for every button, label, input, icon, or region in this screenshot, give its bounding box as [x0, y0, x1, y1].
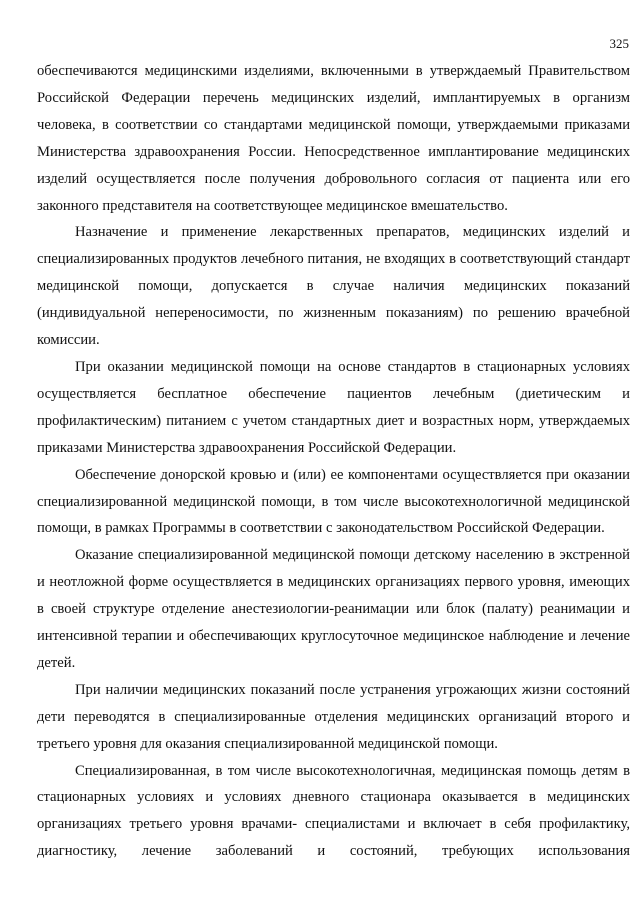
- paragraph-pediatric-transfer: При наличии медицинских показаний после устранения угрожающих жизни состояний дети переводятся в специализированные отделения медицинских организаций второго и третьего уровня для оказания специализированной медицинской помощи.: [37, 681, 630, 752]
- paragraph-inpatient-nutrition: При оказании медицинской помощи на основе стандартов в стационарных условиях осуществляется бесплатное обеспечение пациентов лечебным (диетическим и профилактическим) питанием с учетом стандартных диет и возрастных норм, утверждаемых приказами Министерства здравоохранения Российской Федерации.: [37, 358, 630, 456]
- page-number: 325: [609, 36, 629, 51]
- document-body: [37, 58, 630, 865]
- paragraph-pediatric-specialized-care: Специализированная, в том числе высокотехнологичная, медицинская помощь детям в стационарных условиях и условиях дневного стационара оказывается в медицинских организациях третьего уровня врачами- специалистами и включает в себя профилактику, диагностику, лечение заболеваний и состояний, требующих использования: [37, 762, 630, 860]
- paragraph-non-standard-drugs: Назначение и применение лекарственных препаратов, медицинских изделий и специализированных продуктов лечебного питания, не входящих в соответствующий стандарт медицинской помощи, допускается в случае наличия медицинских показаний (индивидуальной непереносимости, по жизненным показаниям) по решению врачебной комиссии.: [37, 224, 630, 349]
- paragraph-implant-devices: обеспечиваются медицинскими изделиями, включенными в утверждаемый Правительством Российской Федерации перечень медицинских изделий, имплантируемых в организм человека, в соответствии со стандартами медицинской помощи, утверждаемыми приказами Министерства здравоохранения России. Непосредственное имплантирование медицинских изделий осуществляется после получения добровольного согласия от пациента или его законного представителя на соответствующее медицинское вмешательство.: [37, 63, 630, 214]
- paragraph-pediatric-emergency-care: Оказание специализированной медицинской помощи детскому населению в экстренной и неотложной форме осуществляется в медицинских организациях первого уровня, имеющих в своей структуре отделение анестезиологии-реанимации или блок (палату) реанимации и интенсивной терапии и обеспечивающих круглосуточное медицинское наблюдение и лечение детей.: [37, 547, 630, 671]
- paragraph-donor-blood: Обеспечение донорской кровью и (или) ее компонентами осуществляется при оказании специализированной медицинской помощи, в том числе высокотехнологичной медицинской помощи, в рамках Программы в соответствии с законодательством Российской Федерации.: [37, 466, 630, 537]
